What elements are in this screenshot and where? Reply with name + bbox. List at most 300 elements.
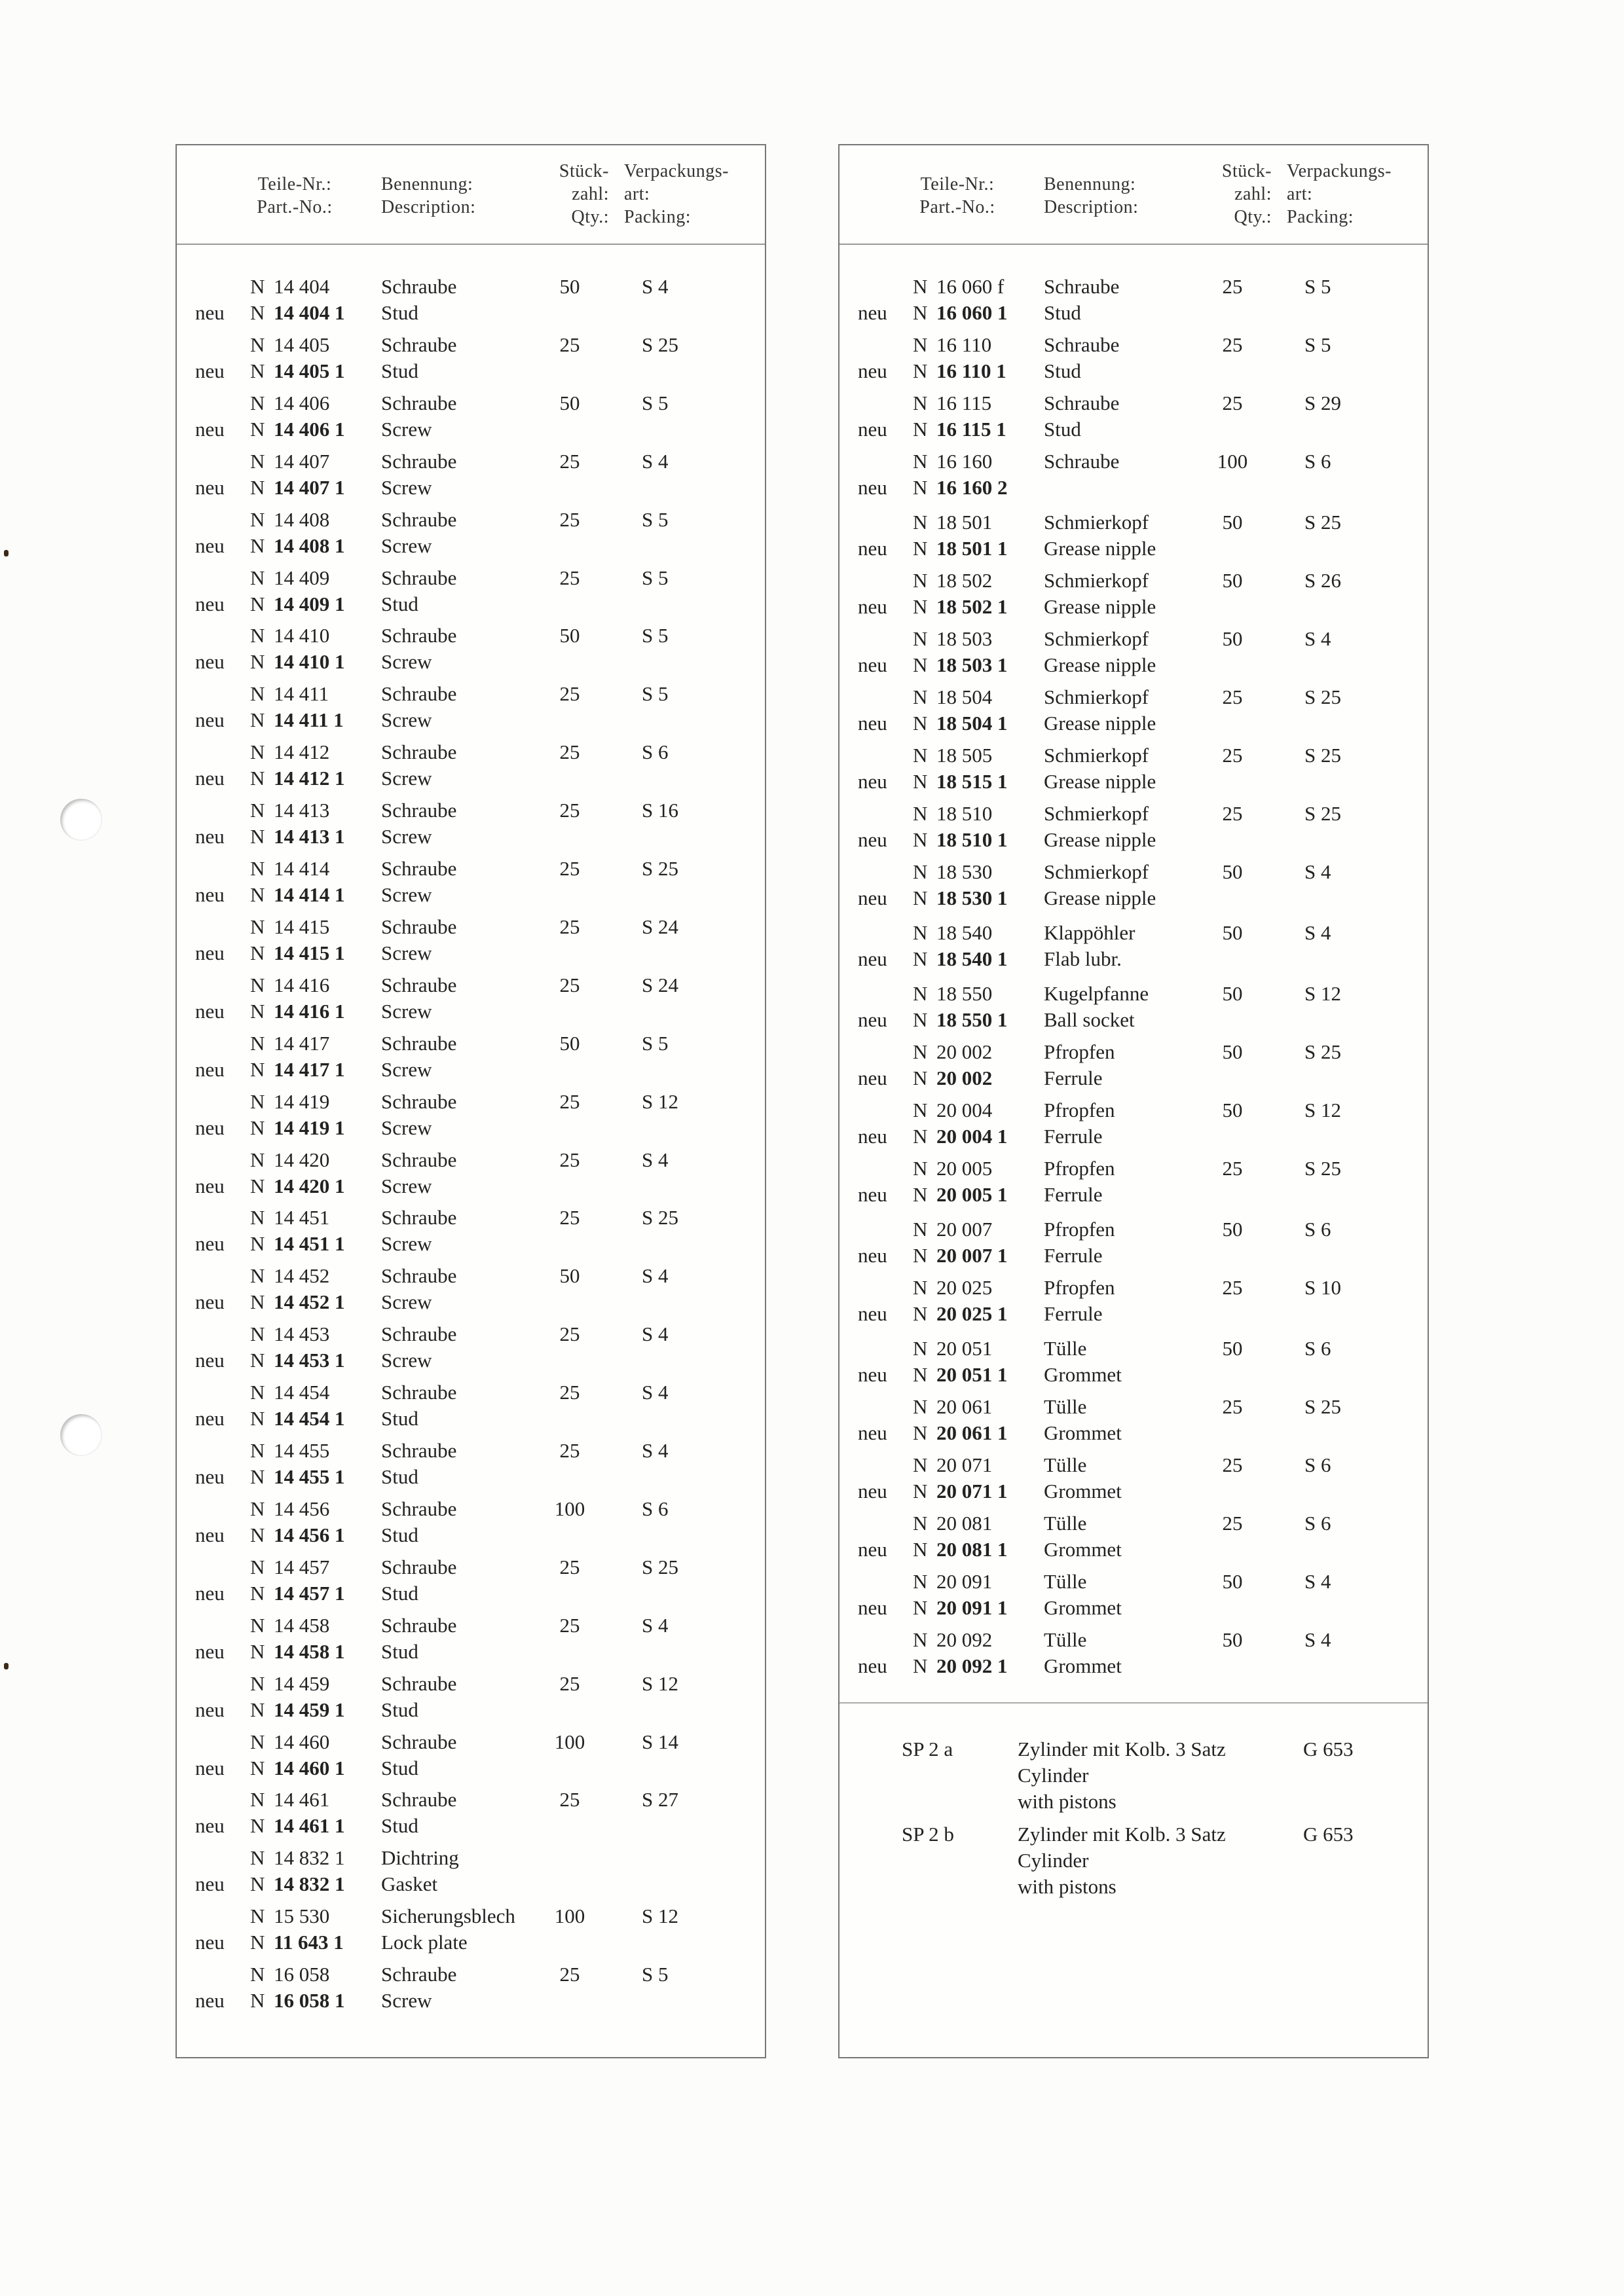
spare-part-set-row (840, 1821, 1428, 1900)
packing-code: S 25 (642, 1206, 678, 1229)
old-part-number: 20 005 (936, 1157, 993, 1180)
new-part-number: 16 160 2 (936, 476, 1008, 499)
new-part-number: 14 416 1 (274, 1000, 345, 1023)
part-prefix: N (250, 1465, 265, 1488)
table-row (840, 1394, 1428, 1448)
description-english: Screw (381, 650, 432, 673)
old-part-number: 20 081 (936, 1512, 993, 1535)
quantity: 50 (1222, 1099, 1243, 1121)
description-english: Ferrule (1044, 1066, 1103, 1089)
packing-code: S 25 (1304, 1157, 1341, 1180)
table-row (177, 1845, 765, 1899)
part-prefix: N (250, 825, 265, 848)
description-english: Screw (381, 1116, 432, 1139)
new-label: neu (195, 592, 225, 615)
description-german: Tülle (1044, 1337, 1087, 1360)
part-prefix: N (250, 1148, 265, 1171)
new-label: neu (858, 770, 887, 793)
quantity: 25 (559, 1439, 580, 1462)
quantity: 25 (559, 1381, 580, 1404)
description-german: Schmierkopf (1044, 685, 1149, 708)
table-row (177, 1030, 765, 1084)
table-row (177, 1263, 765, 1317)
old-part-number: 20 025 (936, 1276, 993, 1299)
description-english: Ball socket (1044, 1008, 1135, 1031)
packing-code: S 25 (1304, 1040, 1341, 1063)
table-row (840, 1156, 1428, 1209)
new-label: neu (858, 1421, 887, 1444)
part-prefix: N (913, 653, 928, 676)
new-part-number: 18 502 1 (936, 595, 1008, 618)
new-part-number: 14 408 1 (274, 534, 345, 557)
part-prefix: N (250, 476, 265, 499)
punch-hole-top (60, 799, 102, 841)
table-row (177, 972, 765, 1026)
packing-code: S 4 (1304, 1570, 1331, 1593)
new-label: neu (195, 767, 225, 790)
old-part-number: 14 406 (274, 392, 330, 414)
new-part-number: 16 060 1 (936, 301, 1008, 324)
new-label: neu (195, 476, 225, 499)
description-german: Schraube (381, 1032, 457, 1055)
part-prefix: N (250, 1640, 265, 1663)
quantity: 50 (1222, 1628, 1243, 1651)
column-header-packing: Verpackungs- art: Packing: (624, 161, 729, 227)
table-row (177, 274, 765, 327)
description-english: Grommet (1044, 1596, 1122, 1619)
packing-code: S 4 (1304, 1628, 1331, 1651)
new-part-number: 14 412 1 (274, 767, 345, 790)
part-prefix: N (913, 1125, 928, 1148)
spare-part-set-row (840, 1736, 1428, 1815)
packing-code: S 25 (642, 1556, 678, 1578)
part-prefix: N (250, 301, 265, 324)
column-header-part-no: Teile-Nr.: Part.-No.: (257, 174, 333, 217)
new-part-number: 20 081 1 (936, 1538, 1008, 1561)
part-prefix: N (250, 1788, 265, 1811)
part-prefix: N (913, 1363, 928, 1386)
new-part-number: 20 007 1 (936, 1244, 1008, 1267)
set-code: SP 2 a (902, 1738, 953, 1760)
part-prefix: N (250, 1322, 265, 1345)
part-prefix: N (913, 1276, 928, 1299)
packing-code: S 12 (642, 1672, 678, 1695)
old-part-number: 14 417 (274, 1032, 330, 1055)
new-part-number: 16 110 1 (936, 359, 1006, 382)
description-english: Grommet (1044, 1421, 1122, 1444)
table-row (840, 509, 1428, 563)
part-prefix: N (250, 1846, 265, 1869)
new-part-number: 14 832 1 (274, 1872, 345, 1895)
old-part-number: 20 051 (936, 1337, 993, 1360)
part-prefix: N (913, 359, 928, 382)
quantity: 25 (1222, 1157, 1243, 1180)
packing-code: S 12 (642, 1904, 678, 1927)
new-label: neu (195, 1757, 225, 1779)
part-prefix: N (913, 1480, 928, 1503)
new-label: neu (858, 1538, 887, 1561)
description-english: Ferrule (1044, 1302, 1103, 1325)
old-part-number: 14 460 (274, 1730, 330, 1753)
part-prefix: N (250, 1672, 265, 1695)
old-part-number: 14 416 (274, 974, 330, 996)
description-german: Schmierkopf (1044, 860, 1149, 883)
part-prefix: N (913, 1157, 928, 1180)
description-german: Schraube (381, 1206, 457, 1229)
description-german: Pfropfen (1044, 1218, 1115, 1241)
new-part-number: 14 454 1 (274, 1407, 345, 1430)
table-row (177, 332, 765, 386)
old-part-number: 14 453 (274, 1322, 330, 1345)
old-part-number: 18 502 (936, 569, 993, 592)
description-english: Grommet (1044, 1480, 1122, 1503)
part-prefix: N (913, 1040, 928, 1063)
part-prefix: N (250, 1814, 265, 1837)
description-english: Stud (381, 1640, 418, 1663)
table-row (840, 1275, 1428, 1328)
table-row (840, 390, 1428, 444)
description-german: Schraube (381, 450, 457, 473)
packing-code: S 25 (642, 333, 678, 356)
table-row (840, 626, 1428, 680)
new-label: neu (195, 825, 225, 848)
quantity: 50 (1222, 511, 1243, 534)
description-german: Pfropfen (1044, 1157, 1115, 1180)
packing-code: S 25 (642, 857, 678, 880)
part-prefix: N (250, 915, 265, 938)
quantity: 50 (1222, 1337, 1243, 1360)
packing-code: S 4 (1304, 921, 1331, 944)
new-label: neu (195, 1872, 225, 1895)
new-part-number: 18 510 1 (936, 828, 1008, 851)
packing-code: S 6 (1304, 1218, 1331, 1241)
description-english: Screw (381, 883, 432, 906)
table-row (840, 920, 1428, 974)
new-part-number: 14 457 1 (274, 1582, 345, 1605)
part-prefix: N (913, 537, 928, 560)
part-prefix: N (250, 1439, 265, 1462)
new-part-number: 18 503 1 (936, 653, 1008, 676)
part-prefix: N (250, 450, 265, 473)
description-english: Screw (381, 1349, 432, 1372)
old-part-number: 14 411 (274, 682, 329, 705)
old-part-number: 14 451 (274, 1206, 330, 1229)
part-prefix: N (250, 857, 265, 880)
part-prefix: N (250, 1000, 265, 1023)
description-english: Grease nipple (1044, 886, 1156, 909)
old-part-number: 18 503 (936, 627, 993, 650)
part-prefix: N (250, 1206, 265, 1229)
description-english: Grease nipple (1044, 595, 1156, 618)
old-part-number: 14 454 (274, 1381, 330, 1404)
column-header-quantity: Stück- zahl: Qty.: (559, 161, 609, 227)
part-prefix: N (250, 566, 265, 589)
part-prefix: N (250, 740, 265, 763)
new-part-number: 14 406 1 (274, 418, 345, 441)
packing-code: S 24 (642, 974, 678, 996)
table-row (177, 1379, 765, 1433)
description-german: Klappöhler (1044, 921, 1135, 944)
quantity: 25 (559, 1148, 580, 1171)
packing-code: S 16 (642, 799, 678, 822)
old-part-number: 14 452 (274, 1264, 330, 1287)
parts-table-right (838, 144, 1429, 2058)
quantity: 25 (559, 799, 580, 822)
packing-code: S 4 (642, 1614, 669, 1637)
new-part-number: 20 092 1 (936, 1654, 1008, 1677)
quantity: 50 (559, 1264, 580, 1287)
table-header (840, 145, 1428, 245)
description-english: Grommet (1044, 1538, 1122, 1561)
packing-code: S 25 (1304, 685, 1341, 708)
part-prefix: N (913, 301, 928, 324)
column-header-packing: Verpackungs- art: Packing: (1287, 161, 1392, 227)
quantity: 25 (559, 740, 580, 763)
old-part-number: 14 412 (274, 740, 330, 763)
old-part-number: 14 415 (274, 915, 330, 938)
table-row (840, 1336, 1428, 1389)
new-label: neu (195, 418, 225, 441)
quantity: 25 (559, 1556, 580, 1578)
description-english: Screw (381, 767, 432, 790)
packing-code: S 5 (642, 1963, 669, 1986)
description-german: Sicherungsblech (381, 1904, 515, 1927)
quantity: 25 (1222, 685, 1243, 708)
description-english: Screw (381, 1989, 432, 2012)
packing-code: S 6 (1304, 450, 1331, 473)
description-german: Schraube (381, 1264, 457, 1287)
description-english: Stud (381, 301, 418, 324)
description-german: Tülle (1044, 1395, 1087, 1418)
description-english: Flab lubr. (1044, 947, 1122, 970)
part-prefix: N (250, 1730, 265, 1753)
old-part-number: 16 110 (936, 333, 992, 356)
part-prefix: N (913, 1008, 928, 1031)
new-part-number: 20 061 1 (936, 1421, 1008, 1444)
table-row (840, 1452, 1428, 1506)
packing-code: S 14 (642, 1730, 678, 1753)
part-prefix: N (250, 1090, 265, 1113)
description-english: Screw (381, 825, 432, 848)
packing-code: S 6 (1304, 1512, 1331, 1535)
part-prefix: N (913, 476, 928, 499)
quantity: 25 (559, 1090, 580, 1113)
packing-code: S 4 (642, 1264, 669, 1287)
new-part-number: 16 115 1 (936, 418, 1006, 441)
part-prefix: N (250, 883, 265, 906)
new-label: neu (195, 1640, 225, 1663)
part-prefix: N (250, 1556, 265, 1578)
new-label: neu (195, 1058, 225, 1081)
description-german: Schraube (1044, 392, 1120, 414)
quantity: 50 (1222, 860, 1243, 883)
description-german: Schraube (381, 974, 457, 996)
description-german: Schraube (381, 799, 457, 822)
description-german: Schraube (381, 915, 457, 938)
new-part-number: 14 451 1 (274, 1232, 345, 1255)
table-row (177, 448, 765, 502)
new-label: neu (195, 883, 225, 906)
new-label: neu (195, 708, 225, 731)
quantity: 25 (1222, 1453, 1243, 1476)
description-german: Schraube (381, 1672, 457, 1695)
part-prefix: N (250, 392, 265, 414)
new-label: neu (858, 595, 887, 618)
part-prefix: N (250, 1989, 265, 2012)
quantity: 25 (559, 333, 580, 356)
quantity: 25 (559, 682, 580, 705)
part-prefix: N (913, 1596, 928, 1619)
description-german: Tülle (1044, 1512, 1087, 1535)
new-label: neu (858, 828, 887, 851)
description-german: Schmierkopf (1044, 569, 1149, 592)
packing-code: S 29 (1304, 392, 1341, 414)
new-part-number: 14 413 1 (274, 825, 345, 848)
quantity: 50 (1222, 921, 1243, 944)
quantity: 100 (554, 1730, 585, 1753)
new-label: neu (195, 1814, 225, 1837)
description-german: Dichtring (381, 1846, 459, 1869)
part-prefix: N (250, 333, 265, 356)
packing-code: S 5 (642, 392, 669, 414)
table-row (840, 859, 1428, 913)
part-prefix: N (913, 1453, 928, 1476)
quantity: 25 (559, 915, 580, 938)
packing-code: S 4 (642, 1381, 669, 1404)
quantity: 25 (559, 1672, 580, 1695)
new-part-number: 14 453 1 (274, 1349, 345, 1372)
part-prefix: N (913, 1512, 928, 1535)
table-row (177, 507, 765, 560)
new-label: neu (195, 301, 225, 324)
quantity: 25 (559, 450, 580, 473)
part-prefix: N (250, 534, 265, 557)
new-part-number: 20 051 1 (936, 1363, 1008, 1386)
quantity: 50 (559, 624, 580, 647)
description-english: Stud (1044, 359, 1081, 382)
part-prefix: N (250, 1757, 265, 1779)
table-row (177, 1147, 765, 1201)
new-label: neu (858, 537, 887, 560)
packing-code: S 5 (642, 566, 669, 589)
quantity: 25 (1222, 802, 1243, 825)
description-english: Screw (381, 1058, 432, 1081)
new-part-number: 14 414 1 (274, 883, 345, 906)
old-part-number: 18 540 (936, 921, 993, 944)
column-header-description: Benennung: Description: (1044, 174, 1139, 217)
old-part-number: 18 505 (936, 744, 993, 767)
new-label: neu (195, 1349, 225, 1372)
part-prefix: N (913, 595, 928, 618)
quantity: 25 (559, 857, 580, 880)
part-prefix: N (913, 860, 928, 883)
part-prefix: N (250, 1523, 265, 1546)
quantity: 50 (1222, 982, 1243, 1005)
part-prefix: N (250, 592, 265, 615)
description-german: Schraube (381, 508, 457, 531)
old-part-number: 16 160 (936, 450, 993, 473)
new-label: neu (195, 1290, 225, 1313)
old-part-number: 14 832 1 (274, 1846, 345, 1869)
packing-code: S 4 (1304, 627, 1331, 650)
packing-code: G 653 (1303, 1823, 1354, 1846)
packing-code: G 653 (1303, 1738, 1354, 1760)
packing-code: S 4 (642, 450, 669, 473)
quantity: 25 (559, 1206, 580, 1229)
part-prefix: N (913, 511, 928, 534)
new-part-number: 18 530 1 (936, 886, 1008, 909)
old-part-number: 14 407 (274, 450, 330, 473)
packing-code: S 6 (642, 740, 669, 763)
packing-code: S 5 (1304, 275, 1331, 298)
packing-code: S 5 (1304, 333, 1331, 356)
part-prefix: N (913, 982, 928, 1005)
new-part-number: 14 420 1 (274, 1175, 345, 1197)
part-prefix: N (250, 359, 265, 382)
description-english: Stud (381, 1814, 418, 1837)
packing-code: S 12 (1304, 1099, 1341, 1121)
new-label: neu (858, 1008, 887, 1031)
description-german: Schraube (381, 1497, 457, 1520)
table-row (177, 1496, 765, 1550)
old-part-number: 14 458 (274, 1614, 330, 1637)
description-german: Schmierkopf (1044, 627, 1149, 650)
old-part-number: 15 530 (274, 1904, 330, 1927)
part-prefix: N (250, 418, 265, 441)
description-english-2: with pistons (1018, 1790, 1116, 1813)
packing-code: S 5 (642, 682, 669, 705)
table-row (177, 797, 765, 851)
part-prefix: N (250, 1963, 265, 1986)
new-part-number: 14 458 1 (274, 1640, 345, 1663)
new-part-number: 14 411 1 (274, 708, 344, 731)
description-english: Stud (1044, 301, 1081, 324)
part-prefix: N (250, 1232, 265, 1255)
part-prefix: N (250, 1290, 265, 1313)
part-prefix: N (250, 624, 265, 647)
margin-mark (4, 550, 9, 556)
description-german: Zylinder mit Kolb. 3 Satz (1018, 1823, 1226, 1846)
table-row (840, 981, 1428, 1034)
new-part-number: 14 407 1 (274, 476, 345, 499)
new-label: neu (195, 1582, 225, 1605)
part-prefix: N (250, 508, 265, 531)
packing-code: S 6 (642, 1497, 669, 1520)
description-german: Schraube (381, 1730, 457, 1753)
table-row (840, 448, 1428, 502)
new-label: neu (858, 301, 887, 324)
new-label: neu (195, 650, 225, 673)
old-part-number: 14 457 (274, 1556, 330, 1578)
new-part-number: 14 456 1 (274, 1523, 345, 1546)
new-label: neu (195, 941, 225, 964)
description-english: Screw (381, 1000, 432, 1023)
old-part-number: 20 061 (936, 1395, 993, 1418)
new-label: neu (858, 476, 887, 499)
part-prefix: N (250, 1058, 265, 1081)
new-label: neu (195, 1232, 225, 1255)
part-prefix: N (913, 770, 928, 793)
new-label: neu (195, 1989, 225, 2012)
packing-code: S 4 (642, 1322, 669, 1345)
table-row (177, 390, 765, 444)
packing-code: S 12 (1304, 982, 1341, 1005)
old-part-number: 18 504 (936, 685, 993, 708)
part-prefix: N (913, 333, 928, 356)
parts-table-left (175, 144, 766, 2058)
description-english: Grease nipple (1044, 770, 1156, 793)
new-part-number: 20 025 1 (936, 1302, 1008, 1325)
